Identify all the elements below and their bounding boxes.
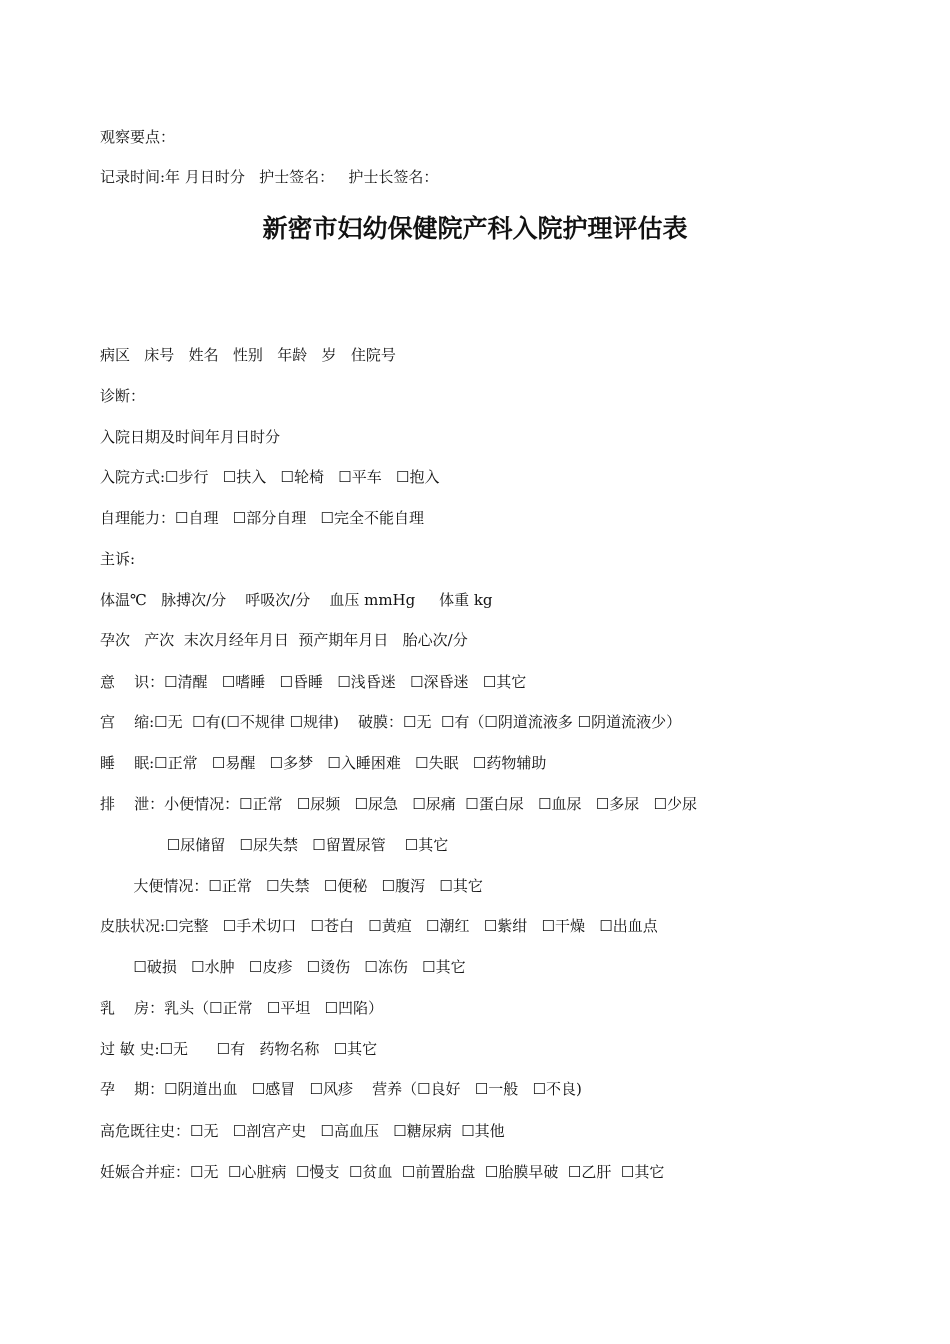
observation-points-label: 观察要点： — [100, 128, 176, 146]
pregnancy-complications-line: 妊娠合并症：☐无 ☐心脏病 ☐慢支 ☐贫血 ☐前置胎盘 ☐胎膜早破 ☐乙肝 ☐其它 — [100, 1163, 665, 1181]
breast-line: 乳 房：乳头（☐正常 ☐平坦 ☐凹陷） — [100, 999, 384, 1017]
contractions-line: 宫 缩:☐无 ☐有(☐不规律 ☐规律) 破膜：☐无 ☐有（☐阴道流液多 ☐阴道流液少） — [100, 713, 682, 731]
patient-info-line: 病区 床号 姓名 性别 年龄 岁 住院号 — [100, 346, 396, 364]
pregnancy-period-line: 孕 期：☐阴道出血 ☐感冒 ☐风疹 营养（☐良好 ☐一般 ☐不良) — [100, 1080, 582, 1098]
vital-signs-line: 体温℃ 脉搏次/分 呼吸次/分 血压 mmHg 体重 kg — [100, 591, 493, 609]
diagnosis-line: 诊断： — [100, 387, 146, 405]
obstetric-history-line: 孕次 产次 末次月经年月日 预产期年月日 胎心次/分 — [100, 631, 468, 649]
record-time-line: 记录时间:年 月日时分 护士签名： 护士长签名： — [100, 168, 439, 186]
skin-condition-line: 皮肤状况:☐完整 ☐手术切口 ☐苍白 ☐黄疸 ☐潮红 ☐紫绀 ☐干燥 ☐出血点 — [100, 917, 658, 935]
consciousness-line: 意 识：☐清醒 ☐嗜睡 ☐昏睡 ☐浅昏迷 ☐深昏迷 ☐其它 — [100, 673, 527, 691]
admission-datetime-line: 入院日期及时间年月日时分 — [100, 428, 281, 446]
excretion-stool-line: 大便情况：☐正常 ☐失禁 ☐便秘 ☐腹泻 ☐其它 — [100, 877, 483, 895]
allergy-history-line: 过 敏 史:☐无 ☐有 药物名称 ☐其它 — [100, 1040, 378, 1058]
skin-condition-line-2: ☐破损 ☐水肿 ☐皮疹 ☐烫伤 ☐冻伤 ☐其它 — [100, 958, 466, 976]
excretion-urine-line: 排 泄：小便情况：☐正常 ☐尿频 ☐尿急 ☐尿痛 ☐蛋白尿 ☐血尿 ☐多尿 ☐少尿 — [100, 795, 698, 813]
sleep-line: 睡 眠:☐正常 ☐易醒 ☐多梦 ☐入睡困难 ☐失眠 ☐药物辅助 — [100, 754, 547, 772]
high-risk-history-line: 高危既往史：☐无 ☐剖宫产史 ☐高血压 ☐糖尿病 ☐其他 — [100, 1122, 505, 1140]
admission-mode-line: 入院方式:☐步行 ☐扶入 ☐轮椅 ☐平车 ☐抱入 — [100, 468, 440, 486]
excretion-urine-line-2: ☐尿储留 ☐尿失禁 ☐留置尿管 ☐其它 — [100, 836, 449, 854]
self-care-line: 自理能力：☐自理 ☐部分自理 ☐完全不能自理 — [100, 509, 424, 527]
chief-complaint-line: 主诉: — [100, 550, 136, 568]
page-title: 新密市妇幼保健院产科入院护理评估表 — [262, 214, 688, 243]
